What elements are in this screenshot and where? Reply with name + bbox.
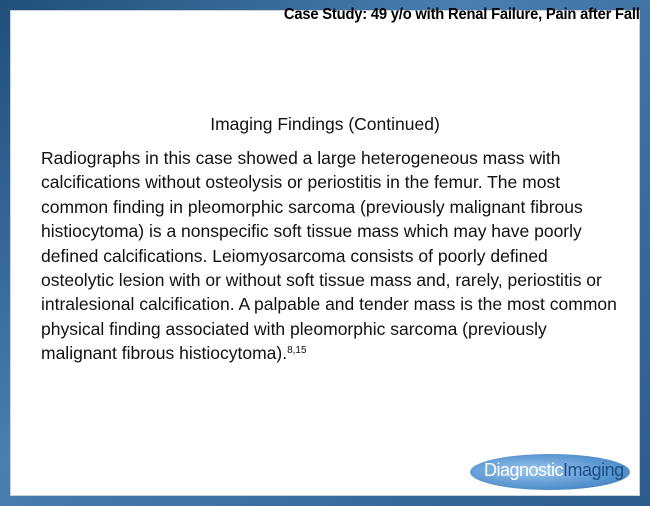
logo-word-diagnostic: Diagnostic — [484, 460, 564, 480]
diagnostic-imaging-logo — [470, 448, 638, 492]
findings-text: Radiographs in this case showed a large heterogeneous mass with calcifications without osteolysis or periostitis in the femur. The most common finding in pleomorphic sarcoma (previously malignant fibrous histiocytoma) is a nonspecific soft tissue mass which may have poorly defined calcifications. Leiomyosarcoma consists of poorly defined osteolytic lesion with or without soft tissue mass and, rarely, periostitis or intralesional calcification. A palpable and tender mass is the most common physical finding associated with pleomorphic sarcoma (previously malignant fibrous histiocytoma). — [41, 148, 617, 364]
section-heading: Imaging Findings (Continued) — [210, 114, 440, 134]
findings-paragraph — [41, 146, 621, 366]
case-study-title: Case Study: 49 y/o with Renal Failure, Pain after Fall — [284, 6, 640, 23]
logo-wordmark — [484, 460, 624, 481]
citation-superscript: 8,15 — [287, 345, 307, 357]
logo-word-imaging: Imaging — [563, 460, 624, 480]
